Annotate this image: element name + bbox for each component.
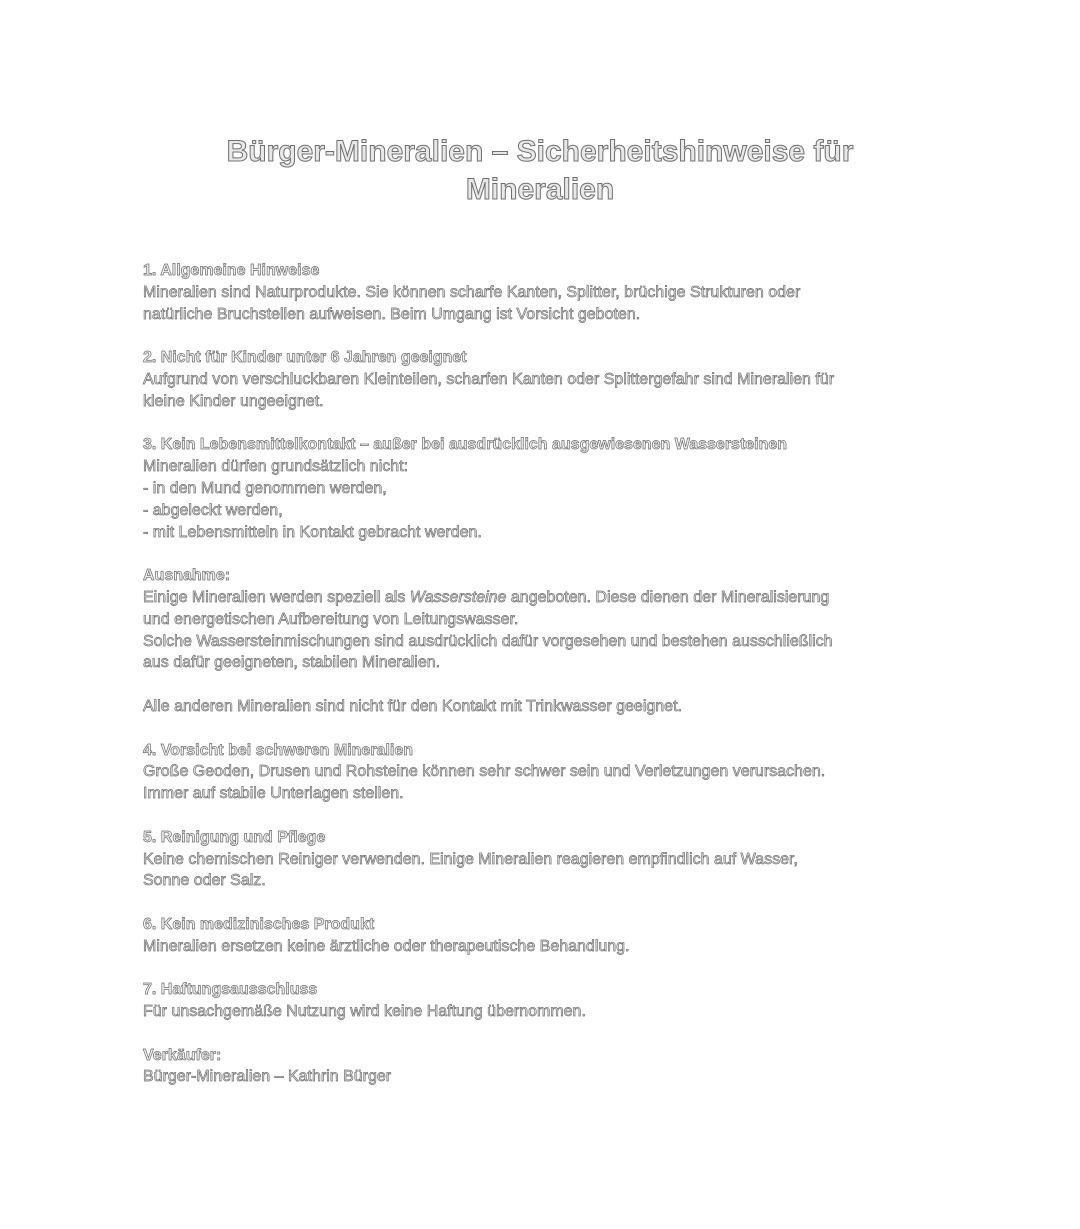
exception-text-line (143, 587, 943, 609)
section-text: kleine Kinder ungeeignet. (143, 392, 324, 410)
section-medical (143, 914, 943, 958)
section-heavy-minerals (143, 740, 943, 805)
title-line-1: Bürger-Mineralien – Sicherheitshinweise für (226, 135, 854, 168)
section-liability (143, 979, 943, 1023)
section-general (143, 260, 943, 325)
exception-italic-term: Wassersteine (409, 588, 507, 606)
section-text: Große Geoden, Drusen und Rohsteine können sehr schwer sein und Verletzungen verursachen. (143, 763, 826, 781)
section-heading: 3. Kein Lebensmittelkontakt – außer bei ausdrücklich ausgewiesenen Wassersteinen (143, 436, 788, 454)
section-text: Keine chemischen Reiniger verwenden. Einige Mineralien reagieren empfindlich auf Wasser, (143, 850, 798, 868)
section-text: Mineralien dürfen grundsätzlich nicht: (143, 458, 409, 476)
section-text: Aufgrund von verschluckbaren Kleinteilen, scharfen Kanten oder Splittergefahr sind Mineralien für (143, 370, 835, 388)
section-text: Sonne oder Salz. (143, 872, 266, 890)
section-heading: 6. Kein medizinisches Produkt (143, 915, 375, 933)
seller-heading: Verkäufer: (143, 1046, 222, 1064)
section-heading: 2. Nicht für Kinder unter 6 Jahren geeignet (143, 349, 467, 367)
list-item: - mit Lebensmitteln in Kontakt gebracht werden. (143, 523, 482, 541)
section-text: Mineralien sind Naturprodukte. Sie können scharfe Kanten, Splitter, brüchige Strukturen oder (143, 283, 801, 301)
section-text: Immer auf stabile Unterlagen stellen. (143, 785, 404, 803)
list-item: - in den Mund genommen werden, (143, 479, 387, 497)
exception-text-part: angeboten. Diese dienen der Mineralisierung (506, 588, 830, 606)
section-heading: 5. Reinigung und Pflege (143, 828, 326, 846)
section-text: natürliche Bruchstellen aufweisen. Beim Umgang ist Vorsicht geboten. (143, 305, 641, 323)
section-text: Mineralien ersetzen keine ärztliche oder therapeutische Behandlung. (143, 937, 630, 955)
note-text: Alle anderen Mineralien sind nicht für den Kontakt mit Trinkwasser geeignet. (143, 697, 682, 715)
document-body (143, 260, 943, 1110)
section-heading: 7. Haftungsausschluss (143, 981, 318, 999)
list-item: - abgeleckt werden, (143, 501, 283, 519)
section-cleaning (143, 827, 943, 892)
section-heading: 4. Vorsicht bei schweren Mineralien (143, 741, 414, 759)
title-line-2: Mineralien (465, 173, 615, 206)
exception-text-line: aus dafür geeigneten, stabilen Mineralien. (143, 654, 441, 672)
section-exception (143, 565, 943, 674)
exception-heading: Ausnahme: (143, 567, 231, 585)
section-seller (143, 1045, 943, 1089)
document-title (140, 133, 940, 209)
section-text: Für unsachgemäße Nutzung wird keine Haftung übernommen. (143, 1003, 586, 1021)
section-heading: 1. Allgemeine Hinweise (143, 262, 320, 279)
exception-text-line: und energetischen Aufbereitung von Leitungswasser. (143, 610, 519, 628)
drinking-water-note (143, 696, 943, 718)
exception-text-line: Solche Wassersteinmischungen sind ausdrücklich dafür vorgesehen und bestehen ausschließlich (143, 632, 833, 650)
seller-name: Bürger-Mineralien – Kathrin Bürger (143, 1068, 392, 1086)
exception-text-part: Einige Mineralien werden speziell als (143, 588, 410, 606)
section-children (143, 347, 943, 412)
section-food-contact (143, 434, 943, 543)
